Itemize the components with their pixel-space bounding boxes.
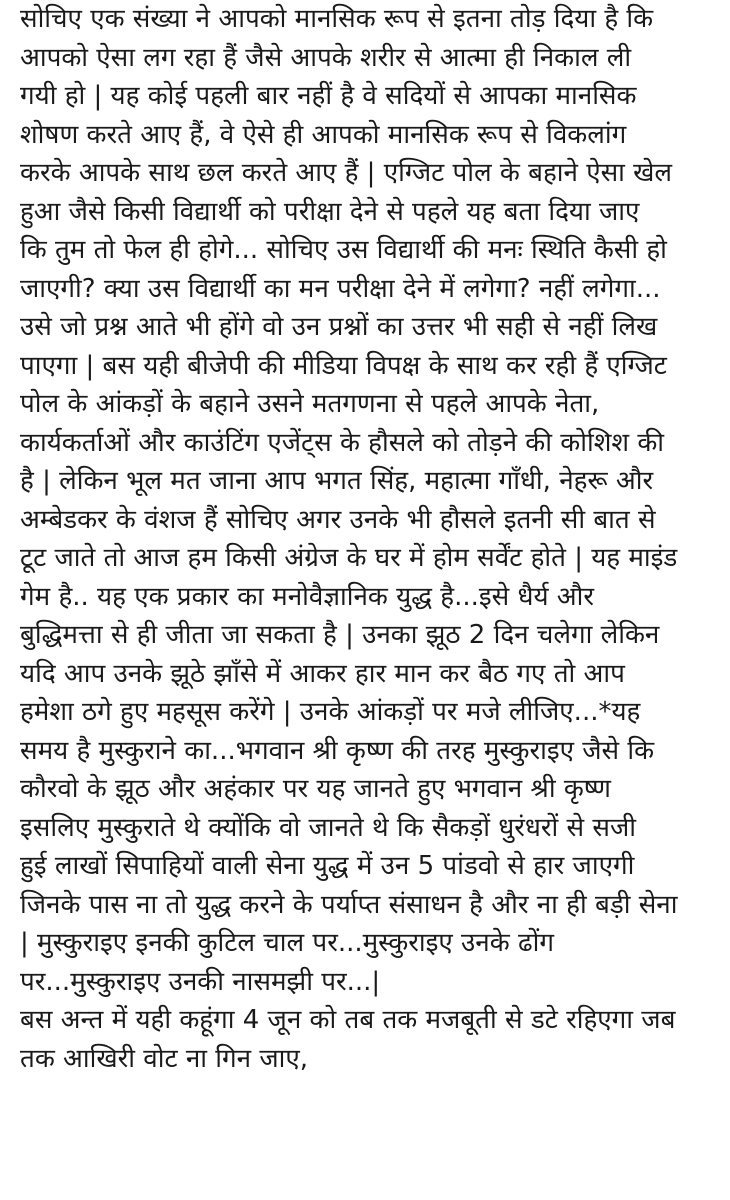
- text-line: जाएगी? क्या उस विद्यार्थी का मन परीक्षा देने में लगेगा? नहीं लगेगा...: [20, 273, 661, 304]
- text-line: तक आखिरी वोट ना गिन जाए,: [20, 1043, 308, 1074]
- text-line: कि तुम तो फेल ही होगे... सोचिए उस विद्यार्थी की मनः स्थिति कैसी हो: [20, 235, 667, 265]
- text-line: पर...मुस्कुराइए उनकी नासमझी पर...|: [20, 966, 381, 997]
- text-line: शोषण करते आए हैं, वे ऐसे ही आपको मानसिक रूप से विकलांग: [20, 119, 627, 150]
- text-line: है | लेकिन भूल मत जाना आप भगत सिंह, महात्मा गाँधी, नेहरू और: [20, 466, 654, 496]
- text-line: बस अन्त में यही कहूंगा 4 जून को तब तक मजबूती से डटे रहिएगा जब: [20, 1005, 676, 1035]
- text-line: टूट जाते तो आज हम किसी अंग्रेज के घर में होम सर्वेंट होते | यह माइंड: [20, 543, 678, 573]
- text-line: हुआ जैसे किसी विद्यार्थी को परीक्षा देने से पहले यह बता दिया जाए: [20, 196, 640, 227]
- text-line: पाएगा | बस यही बीजेपी की मीडिया विपक्ष के साथ कर रही हैं एग्जिट: [20, 350, 667, 381]
- text-line: गयी हो | यह कोई पहली बार नहीं है वे सदियों से आपका मानसिक: [20, 81, 637, 111]
- text-line: कार्यकर्ताओं और काउंटिंग एजेंट्स के हौसले को तोड़ने की कोशिश की: [20, 427, 665, 458]
- text-line: उसे जो प्रश्न आते भी होंगे वो उन प्रश्नों का उत्तर भी सही से नहीं लिख: [20, 312, 658, 342]
- text-line: पोल के आंकड़ों के बहाने उसने मतगणना से पहले आपके नेता,: [20, 389, 600, 419]
- text-line: जिनके पास ना तो युद्ध करने के पर्याप्त संसाधन है और ना ही बड़ी सेना: [20, 889, 678, 920]
- text-line: समय है मुस्कुराने का...भगवान श्री कृष्ण की तरह मुस्कुराइए जैसे कि: [20, 735, 655, 766]
- text-line: कौरवो के झूठ और अहंकार पर यह जानते हुए भगवान श्री कृष्ण: [20, 774, 611, 804]
- text-line: यदि आप उनके झूठे झाँसे में आकर हार मान कर बैठ गए तो आप: [20, 658, 625, 689]
- text-line: आपको ऐसा लग रहा हैं जैसे आपके शरीर से आत्मा ही निकाल ली: [20, 42, 632, 73]
- text-line: इसलिए मुस्कुराते थे क्योंकि वो जानते थे कि सैकड़ों धुरंधरों से सजी: [20, 812, 636, 843]
- text-line: हुई लाखों सिपाहियों वाली सेना युद्ध में उन 5 पांडवो से हार जाएगी: [20, 851, 635, 881]
- text-line: हमेशा ठगे हुए महसूस करेंगे | उनके आंकड़ों पर मजे लीजिए...*यह: [20, 697, 641, 727]
- text-line: गेम है.. यह एक प्रकार का मनोवैज्ञानिक युद्ध है...इसे धैर्य और: [20, 581, 595, 612]
- text-line: सोचिए एक संख्या ने आपको मानसिक रूप से इतना तोड़ दिया है कि: [20, 4, 654, 34]
- text-line: अम्बेडकर के वंशज हैं सोचिए अगर उनके भी हौसले इतनी सी बात से: [20, 504, 656, 535]
- text-line: बुद्धिमत्ता से ही जीता जा सकता है | उनका झूठ 2 दिन चलेगा लेकिन: [20, 620, 660, 650]
- text-line: करके आपके साथ छल करते आए हैं | एग्जिट पोल के बहाने ऐसा खेल: [20, 158, 673, 188]
- text-line: | मुस्कुराइए इनकी कुटिल चाल पर...मुस्कुराइए उनके ढोंग: [20, 928, 554, 958]
